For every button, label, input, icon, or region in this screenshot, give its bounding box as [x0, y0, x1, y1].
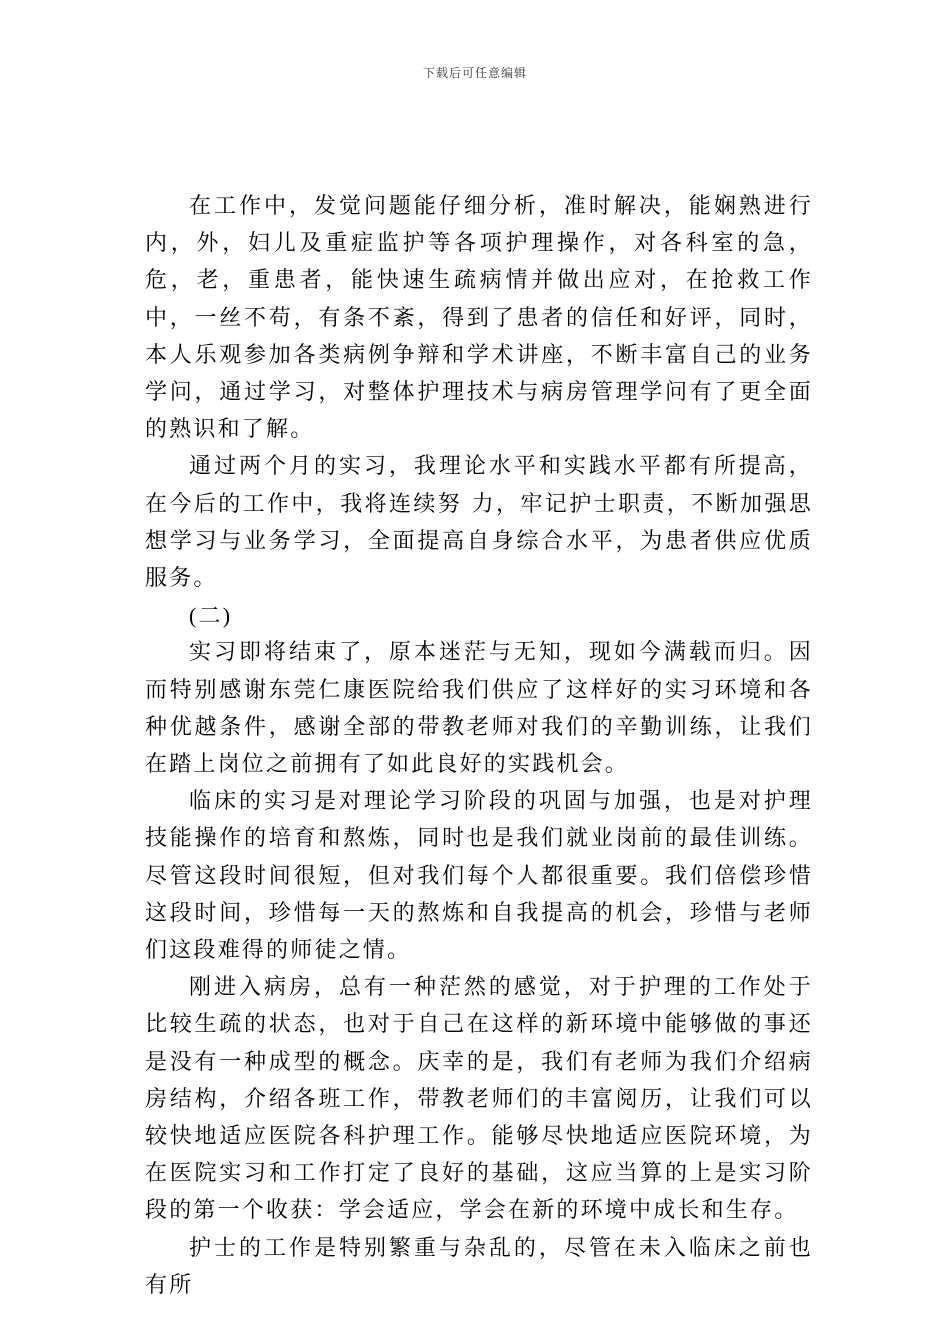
- paragraph-nurse-work: 护士的工作是特别繁重与杂乱的，尽管在未入临床之前也有所: [145, 1235, 813, 1298]
- document-body: [145, 188, 813, 1304]
- section-marker: (二): [189, 603, 233, 629]
- paragraph-work-skills: 在工作中，发觉问题能仔细分析，准时解决，能娴熟进行内，外，妇儿及重症监护等各项护理操作，对各科室的急，危，老，重患者，能快速生疏病情并做出应对，在抢救工作中，一丝不苟，有条不紊，得到了患者的信任和好评，同时，本人乐观参加各类病例争辩和学术讲座，不断丰富自己的业务学问，通过学习，对整体护理技术与病房管理学问有了更全面的熟识和了解。: [145, 194, 813, 443]
- paragraph-clinical-practice: 临床的实习是对理论学习阶段的巩固与加强，也是对护理技能操作的培育和熬炼，同时也是我们就业岗前的最佳训练。尽管这段时间很短，但对我们每个人都很重要。我们倍偿珍惜这段时间，珍惜每一天的熬炼和自我提高的机会，珍惜与老师们这段难得的师徒之情。: [145, 789, 813, 964]
- paragraph-two-month-summary: 通过两个月的实习，我理论水平和实践水平都有所提高，在今后的工作中，我将连续努 力，牢记护士职责，不断加强思想学习与业务学习，全面提高自身综合水平，为患者供应优质服务。: [145, 454, 813, 592]
- paragraph-entering-ward: 刚进入病房，总有一种茫然的感觉，对于护理的工作处于比较生疏的状态，也对于自己在这样的新环境中能够做的事还是没有一种成型的概念。庆幸的是，我们有老师为我们介绍病房结构，介绍各班工作，带教老师们的丰富阅历，让我们可以较快地适应医院各科护理工作。能够尽快地适应医院环境，为在医院实习和工作打定了良好的基础，这应当算的上是实习阶段的第一个收获：学会适应，学会在新的环境中成长和生存。: [145, 975, 813, 1224]
- page-header: 下载后可任意编辑: [422, 66, 527, 80]
- paragraph-internship-end: 实习即将结束了，原本迷茫与无知，现如今满载而归。因而特别感谢东莞仁康医院给我们供应了这样好的实习环境和各种优越条件，感谢全部的带教老师对我们的辛勤训练，让我们在踏上岗位之前拥有了如此良好的实践机会。: [145, 640, 813, 778]
